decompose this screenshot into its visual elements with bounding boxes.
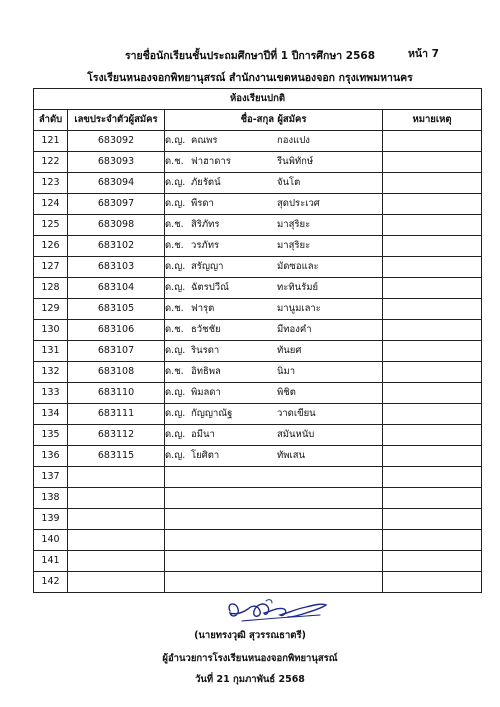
row-order-cell: 131 [34,341,68,362]
row-order-cell: 130 [34,320,68,341]
row-applicant-id-cell: 683106 [68,320,165,341]
row-name-cell [165,488,383,509]
table-row [34,194,482,215]
row-remark-cell [383,530,482,551]
last-name: มาสุริยะ [277,240,311,251]
signature-image [222,595,332,627]
row-order-cell: 122 [34,152,68,173]
row-name-cell [165,278,383,299]
row-order-cell: 132 [34,362,68,383]
name-prefix: ด.ช. [165,366,184,377]
row-name-cell [165,152,383,173]
row-remark-cell [383,341,482,362]
row-order-cell: 124 [34,194,68,215]
name-prefix: ด.ญ. [165,387,186,398]
row-name-cell [165,551,383,572]
signer-title: ผู้อำนวยการโรงเรียนหนองจอกพิทยานุสรณ์ [162,653,338,664]
last-name: กองแปง [277,135,310,146]
row-applicant-id-cell: 683108 [68,362,165,383]
name-prefix: ด.ช. [165,219,184,230]
table-row [34,404,482,425]
signer-name: (นายทรงวุฒิ สุวรรณธาตรี) [194,630,306,641]
first-name: สิริภัทร [191,219,220,230]
row-applicant-id-cell: 683094 [68,173,165,194]
name-prefix: ด.ช. [165,303,184,314]
row-order-cell: 128 [34,278,68,299]
row-applicant-id-cell: 683105 [68,299,165,320]
first-name: อิทธิพล [191,366,221,377]
name-prefix: ด.ญ. [165,450,186,461]
col-remark-header: หมายเหตุ [383,110,482,131]
row-name-cell [165,362,383,383]
row-remark-cell [383,362,482,383]
col-applicant-id-header: เลขประจำตัวผู้สมัคร [68,110,165,131]
row-applicant-id-cell [68,509,165,530]
row-name-cell [165,341,383,362]
row-name-cell [165,509,383,530]
table-row [34,572,482,593]
student-roster-table [33,88,482,593]
row-order-cell: 127 [34,257,68,278]
first-name: ฉัตรปวีณ์ [191,282,229,293]
row-order-cell: 141 [34,551,68,572]
last-name: นิมา [277,366,296,377]
row-applicant-id-cell: 683093 [68,152,165,173]
name-prefix: ด.ช. [165,240,184,251]
roster-body [34,131,482,593]
row-name-cell [165,215,383,236]
row-remark-cell [383,257,482,278]
first-name: อมีนา [191,429,215,440]
row-order-cell: 126 [34,236,68,257]
row-remark-cell [383,152,482,173]
last-name: มาสุริยะ [277,219,311,230]
row-applicant-id-cell: 683097 [68,194,165,215]
row-remark-cell [383,278,482,299]
first-name: ภัยรัตน์ [191,177,221,188]
row-remark-cell [383,383,482,404]
last-name: สมันหนับ [277,429,315,440]
table-row [34,257,482,278]
row-order-cell: 123 [34,173,68,194]
table-row [34,383,482,404]
table-row [34,446,482,467]
last-name: สุดประเวศ [277,198,320,209]
row-remark-cell [383,173,482,194]
row-remark-cell [383,215,482,236]
row-applicant-id-cell: 683092 [68,131,165,152]
last-name: มีทองคำ [277,324,312,335]
col-name-header: ชื่อ-สกุล ผู้สมัคร [165,110,383,131]
document-title: รายชื่อนักเรียนชั้นประถมศึกษาปีที่ 1 ปีการศึกษา 2568 [124,50,376,62]
row-applicant-id-cell: 683115 [68,446,165,467]
row-name-cell [165,299,383,320]
row-remark-cell [383,299,482,320]
table-row [34,173,482,194]
row-applicant-id-cell [68,467,165,488]
row-remark-cell [383,194,482,215]
row-order-cell: 140 [34,530,68,551]
last-name: ทันยศ [277,345,302,356]
last-name: มัดซอและ [277,261,319,272]
table-row [34,551,482,572]
row-name-cell [165,257,383,278]
row-remark-cell [383,551,482,572]
table-row [34,467,482,488]
name-prefix: ด.ญ. [165,135,186,146]
row-applicant-id-cell: 683098 [68,215,165,236]
row-order-cell: 138 [34,488,68,509]
row-name-cell [165,320,383,341]
row-applicant-id-cell: 683112 [68,425,165,446]
row-remark-cell [383,236,482,257]
name-prefix: ด.ญ. [165,408,186,419]
column-header-row [34,110,482,131]
row-applicant-id-cell [68,551,165,572]
row-name-cell [165,572,383,593]
row-remark-cell [383,320,482,341]
room-header-row [34,89,482,110]
row-applicant-id-cell: 683107 [68,341,165,362]
row-order-cell: 121 [34,131,68,152]
row-remark-cell [383,404,482,425]
row-order-cell: 139 [34,509,68,530]
row-applicant-id-cell: 683102 [68,236,165,257]
name-prefix: ด.ช. [165,324,184,335]
first-name: ธวัชชัย [191,324,221,335]
row-order-cell: 125 [34,215,68,236]
name-prefix: ด.ญ. [165,261,186,272]
row-remark-cell [383,446,482,467]
last-name: ทัพเสน [277,450,306,461]
row-name-cell [165,173,383,194]
name-prefix: ด.ญ. [165,429,186,440]
table-row [34,320,482,341]
page-number: หน้า 7 [408,48,439,60]
signature-date: วันที่ 21 กุมภาพันธ์ 2568 [195,674,305,685]
table-row [34,530,482,551]
row-applicant-id-cell [68,488,165,509]
table-row [34,488,482,509]
last-name: มานูมเลาะ [277,303,321,314]
row-name-cell [165,131,383,152]
last-name: จันโต [277,177,301,188]
row-applicant-id-cell: 683103 [68,257,165,278]
name-prefix: ด.ญ. [165,345,186,356]
name-prefix: ด.ญ. [165,282,186,293]
table-row [34,215,482,236]
name-prefix: ด.ญ. [165,198,186,209]
table-row [34,236,482,257]
first-name: กัญญาณัฐ [191,408,233,419]
first-name: ฟารุต [191,303,215,314]
first-name: โยศิตา [191,450,220,461]
table-row [34,278,482,299]
row-order-cell: 135 [34,425,68,446]
row-name-cell [165,194,383,215]
room-type-label: ห้องเรียนปกติ [34,89,482,110]
first-name: สรัญญา [191,261,224,272]
row-order-cell: 137 [34,467,68,488]
first-name: รินรดา [191,345,220,356]
table-row [34,152,482,173]
row-remark-cell [383,488,482,509]
table-row [34,509,482,530]
row-order-cell: 134 [34,404,68,425]
table-row [34,299,482,320]
last-name: ทะทินรัมย์ [277,282,319,293]
table-row [34,425,482,446]
col-order-header: ลำดับ [34,110,68,131]
row-order-cell: 142 [34,572,68,593]
first-name: พิมลดา [191,387,221,398]
first-name: วรภัทร [191,240,220,251]
row-remark-cell [383,509,482,530]
row-applicant-id-cell: 683104 [68,278,165,299]
last-name: พิชิต [277,387,296,398]
row-remark-cell [383,467,482,488]
row-applicant-id-cell: 683111 [68,404,165,425]
row-order-cell: 129 [34,299,68,320]
row-applicant-id-cell: 683110 [68,383,165,404]
row-remark-cell [383,572,482,593]
row-name-cell [165,467,383,488]
last-name: รีนพิทักษ์ [277,156,314,167]
row-name-cell [165,446,383,467]
row-applicant-id-cell [68,572,165,593]
row-applicant-id-cell [68,530,165,551]
row-remark-cell [383,131,482,152]
row-name-cell [165,425,383,446]
row-order-cell: 133 [34,383,68,404]
name-prefix: ด.ช. [165,156,184,167]
last-name: วาดเขียน [277,408,316,419]
row-name-cell [165,383,383,404]
document-subtitle: โรงเรียนหนองจอกพิทยานุสรณ์ สำนักงานเขตหนองจอก กรุงเทพมหานคร [87,72,413,84]
name-prefix: ด.ญ. [165,177,186,188]
row-remark-cell [383,425,482,446]
table-row [34,131,482,152]
row-order-cell: 136 [34,446,68,467]
first-name: ฟาฮาดาร [191,156,231,167]
table-row [34,362,482,383]
row-name-cell [165,236,383,257]
first-name: คณพร [191,135,218,146]
table-row [34,341,482,362]
row-name-cell [165,530,383,551]
first-name: พีรดา [191,198,214,209]
row-name-cell [165,404,383,425]
